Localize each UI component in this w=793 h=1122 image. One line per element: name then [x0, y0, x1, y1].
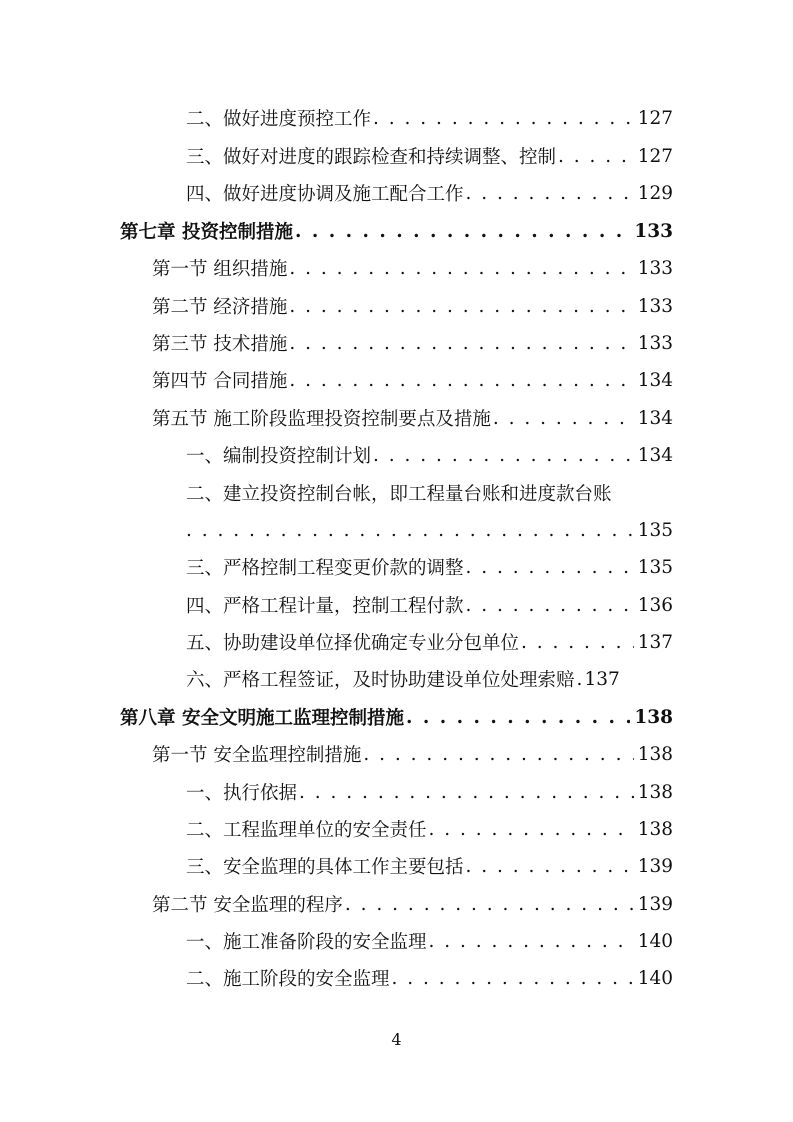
toc-entry-page: 133: [637, 332, 673, 354]
dot-leader: [186, 520, 634, 541]
toc-entry-page: 133: [637, 257, 673, 279]
toc-section-entry[interactable]: [152, 252, 673, 284]
page-footer: [0, 1030, 793, 1049]
toc-entry[interactable]: [186, 813, 673, 845]
toc-entry-title: 第八章 安全文明施工监理控制措施: [120, 708, 404, 729]
toc-section-entry[interactable]: [152, 738, 673, 770]
toc-entry-title: 二、做好进度预控工作: [186, 109, 372, 130]
toc-entry-page: 133: [634, 220, 673, 242]
toc-entry-page: 134: [637, 444, 673, 466]
toc-entry-title: 一、编制投资控制计划: [186, 446, 372, 467]
toc-entry-page: 140: [637, 967, 673, 989]
dot-leader: [521, 632, 634, 653]
dot-leader: [466, 183, 634, 204]
toc-entry[interactable]: [186, 962, 673, 994]
toc-section-entry[interactable]: [152, 327, 673, 359]
toc-entry[interactable]: [186, 102, 673, 134]
toc-entry-page: 129: [637, 182, 673, 204]
toc-entry-page: 138: [637, 743, 673, 765]
dot-leader: [295, 221, 630, 242]
toc-entry-page: 139: [637, 855, 673, 877]
dot-leader: [373, 108, 634, 129]
toc-section-entry[interactable]: [152, 888, 673, 920]
toc-entry-page: 138: [637, 781, 673, 803]
toc-section-entry[interactable]: [152, 364, 673, 396]
page-number: 4: [391, 1030, 402, 1049]
toc-entry-page: 127: [637, 107, 673, 129]
toc-entry-page: 135: [637, 519, 673, 541]
toc-entry-title: 第七章 投资控制措施: [120, 222, 293, 243]
toc-entry-title: 三、做好对进度的跟踪检查和持续调整、控制: [186, 147, 557, 168]
dot-leader: [466, 595, 634, 616]
toc-section-entry[interactable]: [152, 290, 673, 322]
dot-leader: [406, 707, 630, 728]
toc-entry-wrapped-title[interactable]: [186, 477, 673, 509]
dot-leader: [429, 931, 634, 952]
toc-entry-page: 134: [637, 369, 673, 391]
dot-leader: [345, 894, 634, 915]
toc-entry-title: 二、工程监理单位的安全责任: [186, 820, 427, 841]
toc-entry[interactable]: [186, 776, 673, 808]
toc-entry-title: 第四节 合同措施: [152, 371, 288, 392]
toc-entry-page: 139: [637, 893, 673, 915]
toc-chapter-entry[interactable]: [120, 701, 673, 733]
dot-leader: [577, 669, 581, 690]
dot-leader: [289, 333, 633, 354]
toc-chapter-entry[interactable]: [120, 215, 673, 247]
toc-entry-title: 六、严格工程签证，及时协助建设单位处理索赔: [186, 670, 575, 691]
toc-entry-page: 140: [637, 930, 673, 952]
toc-entry-title: 第一节 安全监理控制措施: [152, 745, 362, 766]
toc-entry-page: 134: [637, 407, 673, 429]
toc-entry[interactable]: [186, 663, 673, 695]
toc-entry-title: 一、执行依据: [186, 783, 298, 804]
toc-entry-title: 四、做好进度协调及施工配合工作: [186, 184, 464, 205]
dot-leader: [493, 408, 634, 429]
toc-entry-page: 133: [637, 295, 673, 317]
toc-entry-page: 137: [637, 631, 673, 653]
toc-entry[interactable]: [186, 140, 673, 172]
toc-entry-title: 第三节 技术措施: [152, 334, 288, 355]
toc-entry[interactable]: [186, 925, 673, 957]
toc-entry-title: 第二节 安全监理的程序: [152, 895, 343, 916]
dot-leader: [289, 296, 633, 317]
toc-entry[interactable]: [186, 626, 673, 658]
dot-leader: [289, 258, 633, 279]
toc-entry-title: 三、严格控制工程变更价款的调整: [186, 558, 464, 579]
toc-entry[interactable]: [186, 177, 673, 209]
toc-entry-page: 136: [637, 594, 673, 616]
dot-leader: [466, 557, 634, 578]
toc-entry-page: 137: [584, 668, 620, 690]
toc-entry[interactable]: [186, 439, 673, 471]
toc-entry-title: 二、施工阶段的安全监理: [186, 969, 390, 990]
toc-entry-page: 135: [637, 556, 673, 578]
toc-entry-title: 第二节 经济措施: [152, 297, 288, 318]
toc-entry-title: 一、施工准备阶段的安全监理: [186, 932, 427, 953]
toc-section-entry[interactable]: [152, 402, 673, 434]
dot-leader: [466, 856, 634, 877]
dot-leader: [392, 968, 634, 989]
toc-entry-page: 127: [637, 145, 673, 167]
toc-entry-title: 三、安全监理的具体工作主要包括: [186, 857, 464, 878]
dot-leader: [429, 819, 634, 840]
toc-entry-title: 四、严格工程计量，控制工程付款: [186, 596, 464, 617]
toc-entry-wrapped-leader[interactable]: [186, 514, 673, 546]
toc-entry[interactable]: [186, 551, 673, 583]
dot-leader: [289, 370, 633, 391]
toc-entry-title: 二、建立投资控制台帐，即工程量台账和进度款台账: [186, 484, 612, 505]
toc-entry-page: 138: [634, 706, 673, 728]
toc-entry-title: 第五节 施工阶段监理投资控制要点及措施: [152, 409, 491, 430]
toc-entry-title: 第一节 组织措施: [152, 259, 288, 280]
dot-leader: [299, 782, 634, 803]
toc-entry[interactable]: [186, 850, 673, 882]
dot-leader: [558, 146, 634, 167]
toc-entry-title: 五、协助建设单位择优确定专业分包单位: [186, 633, 520, 654]
toc-entry-page: 138: [637, 818, 673, 840]
toc-entry[interactable]: [186, 589, 673, 621]
dot-leader: [363, 744, 633, 765]
dot-leader: [373, 445, 634, 466]
